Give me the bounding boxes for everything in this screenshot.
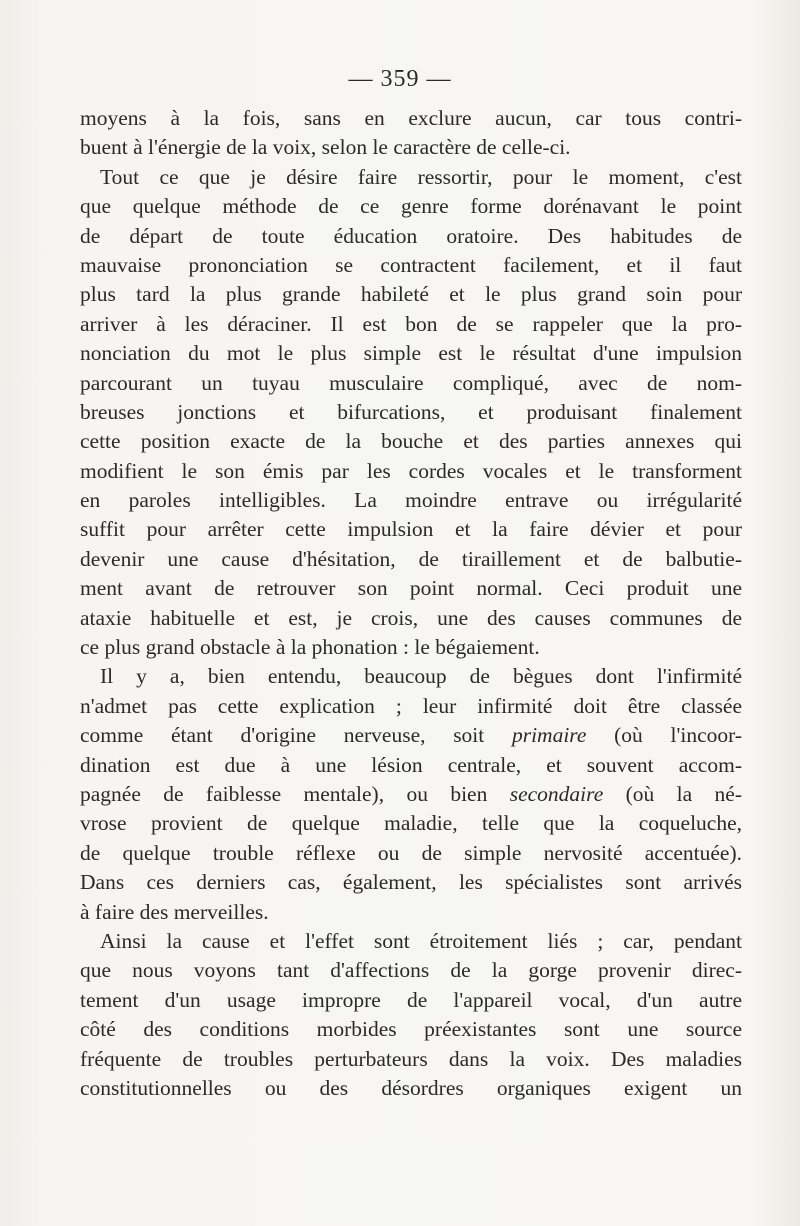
text-line: que nous voyons tant d'affections de la gorge provenir direc- xyxy=(80,958,742,983)
paragraph-start-line: Tout ce que je désire faire ressortir, pour le moment, c'est xyxy=(100,164,742,189)
text-line: vrose provient de quelque maladie, telle que la coqueluche, xyxy=(80,811,742,836)
page-number: — 359 — xyxy=(348,66,452,92)
text-fragment: (où l'incoor- xyxy=(586,723,742,748)
text-line: Dans ces derniers cas, également, les spécialistes sont arrivés xyxy=(80,870,742,895)
paragraph-start-line: Ainsi la cause et l'effet sont étroitement liés ; car, pendant xyxy=(100,928,742,953)
body-text xyxy=(80,104,742,1103)
text-line: breuses jonctions et bifurcations, et produisant finalement xyxy=(80,399,742,424)
text-line: suffit pour arrêter cette impulsion et la faire dévier et pour xyxy=(80,517,742,542)
text-line: modifient le son émis par les cordes vocales et le transforment xyxy=(80,458,742,483)
italic-term: secondaire xyxy=(509,781,604,806)
text-line: n'admet pas cette explication ; leur infirmité doit être classée xyxy=(80,693,742,718)
text-line: en paroles intelligibles. La moindre entrave ou irrégularité xyxy=(80,488,742,513)
italic-term: primaire xyxy=(511,723,587,748)
text-line: fréquente de troubles perturbateurs dans la voix. Des maladies xyxy=(80,1046,742,1071)
text-line: cette position exacte de la bouche et des parties annexes qui xyxy=(80,429,742,454)
text-line: arriver à les déraciner. Il est bon de se rappeler que la pro- xyxy=(80,311,742,336)
text-line: à faire des merveilles. xyxy=(80,899,269,924)
text-line: buent à l'énergie de la voix, selon le caractère de celle-ci. xyxy=(80,135,571,160)
text-line: mauvaise prononciation se contractent facilement, et il faut xyxy=(80,252,742,277)
text-line xyxy=(80,721,742,750)
text-fragment: (où la né- xyxy=(603,781,742,806)
text-line: ce plus grand obstacle à la phonation : le bégaiement. xyxy=(80,635,540,660)
text-line: côté des conditions morbides préexistantes sont une source xyxy=(80,1017,742,1042)
paragraph-start-line: Il y a, bien entendu, beaucoup de bègues dont l'infirmité xyxy=(100,664,742,689)
text-line: nonciation du mot le plus simple est le résultat d'une impulsion xyxy=(80,341,742,366)
text-line: parcourant un tuyau musculaire compliqué, avec de nom- xyxy=(80,370,742,395)
text-line: de départ de toute éducation oratoire. Des habitudes de xyxy=(80,223,742,248)
text-line: ment avant de retrouver son point normal. Ceci produit une xyxy=(80,576,742,601)
text-line: tement d'un usage impropre de l'appareil vocal, d'un autre xyxy=(80,987,742,1012)
text-fragment: pagnée de faiblesse mentale), ou bien xyxy=(80,781,510,806)
text-line: dination est due à une lésion centrale, et souvent accom- xyxy=(80,752,742,777)
text-line: de quelque trouble réflexe ou de simple nervosité accentuée). xyxy=(80,840,742,865)
text-line: que quelque méthode de ce genre forme dorénavant le point xyxy=(80,194,742,219)
text-line: devenir une cause d'hésitation, de tiraillement et de balbutie- xyxy=(80,546,742,571)
text-line: plus tard la plus grande habileté et le plus grand soin pour xyxy=(80,282,742,307)
text-line: ataxie habituelle et est, je crois, une des causes communes de xyxy=(80,605,742,630)
text-fragment: comme étant d'origine nerveuse, soit xyxy=(80,723,512,748)
text-line: constitutionnelles ou des désordres organiques exigent un xyxy=(80,1075,742,1100)
text-line xyxy=(80,780,742,809)
text-line: moyens à la fois, sans en exclure aucun, car tous contri- xyxy=(80,106,742,130)
